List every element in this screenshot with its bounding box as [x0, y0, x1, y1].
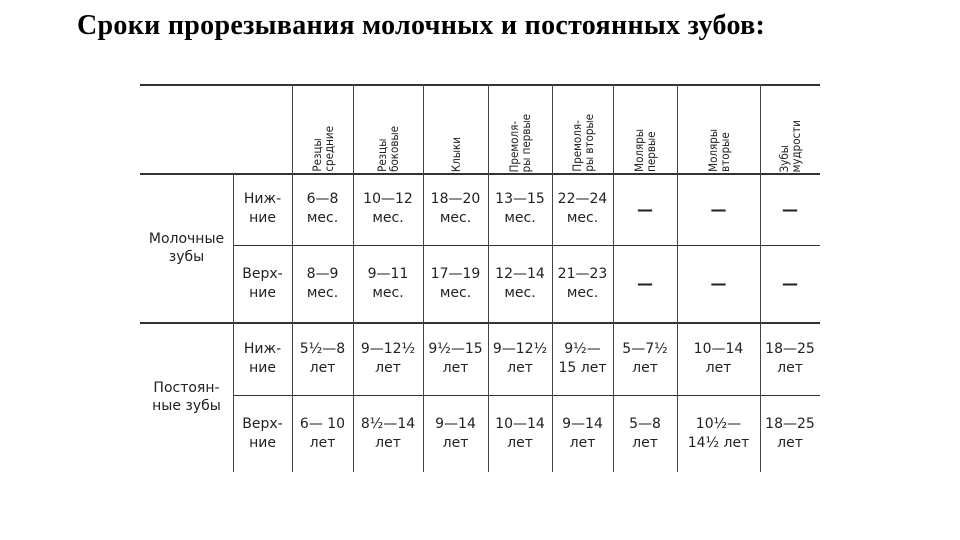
table-cell: 18—25 лет: [765, 340, 815, 376]
column-header: Клыки: [448, 136, 463, 172]
table-cell: 18—20 мес.: [430, 191, 481, 226]
table-cell: —: [782, 199, 798, 219]
table-cell: 9—12½ лет: [360, 340, 416, 376]
column-header: Моляры первые: [632, 129, 658, 172]
table-cell: 6—8 мес.: [306, 191, 339, 226]
table-cell: 22—24 мес.: [557, 191, 608, 226]
table-cell: 9—14 лет: [435, 415, 476, 451]
table-cell: 5—8 лет: [629, 415, 661, 451]
column-header: Резцы боковые: [375, 126, 401, 172]
table-cell: 17—19 мес.: [430, 265, 481, 301]
table-cell: 13—15 мес.: [495, 191, 545, 226]
column-header: Зубы мудрости: [777, 119, 803, 172]
table-cell: 9—12½ лет: [492, 340, 548, 376]
table-cell: 10—12 мес.: [363, 191, 413, 226]
table-cell: 5—7½ лет: [622, 340, 668, 376]
table-cell: 5½—8 лет: [299, 340, 346, 376]
subrow-label-upper: Верх- ние: [242, 265, 283, 301]
group-label-permanent-teeth: Постоян- ные зубы: [152, 380, 221, 414]
table-cell: —: [710, 274, 727, 293]
table-cell: 9½—15 лет: [428, 340, 483, 376]
subrow-label-upper: Верх- ние: [242, 415, 283, 451]
eruption-table: [140, 84, 820, 472]
slide-title: Сроки прорезывания молочных и постоянных зубов:: [77, 10, 766, 41]
table-cell: 9—11 мес.: [367, 265, 409, 301]
table-cell: —: [637, 199, 653, 219]
table-top-rule: [140, 84, 820, 86]
column-header: Премоля- ры вторые: [569, 114, 596, 172]
subrow-label-lower: Ниж- ние: [243, 340, 282, 376]
column-header: Моляры вторые: [705, 129, 732, 172]
table-cell: 10—14 лет: [495, 415, 545, 451]
table-cell: —: [782, 274, 798, 293]
table-cell: 8—9 мес.: [306, 265, 339, 301]
table-cell: 8½—14 лет: [360, 415, 416, 451]
table-cell: 12—14 мес.: [495, 265, 545, 301]
table-cell: 6— 10 лет: [299, 415, 346, 451]
group-label-milk-teeth: Молочные зубы: [148, 230, 225, 265]
table-cell: —: [637, 274, 653, 293]
table-cell: 10½— 14½ лет: [687, 415, 750, 451]
table-cell: 21—23 мес.: [557, 265, 608, 301]
table-cell: 10—14 лет: [693, 340, 744, 376]
subrow-label-lower: Ниж- ние: [243, 191, 282, 226]
table-cell: —: [710, 199, 727, 219]
column-header: Резцы средние: [309, 126, 336, 172]
table-cell: 18—25 лет: [765, 415, 815, 451]
table-cell: 9½— 15 лет: [558, 340, 607, 376]
table-cell: 9—14 лет: [562, 415, 603, 451]
column-header: Премоля- ры первые: [507, 113, 533, 172]
